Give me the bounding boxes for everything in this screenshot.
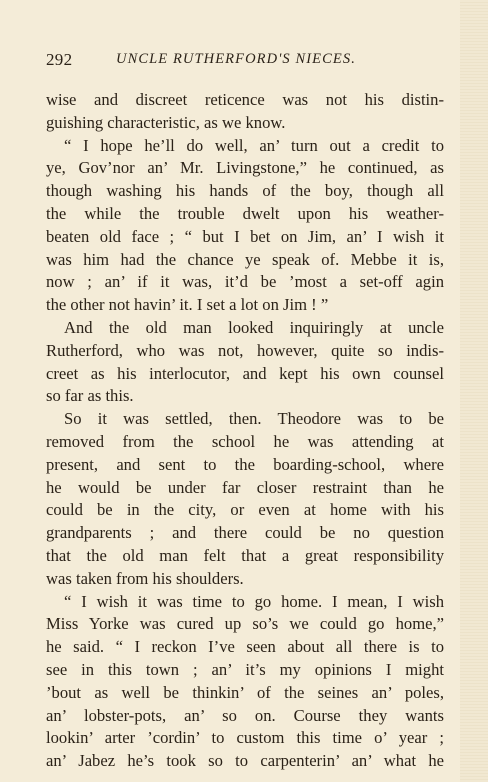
text-line: an’ lobster-pots, an’ so on. Course they wants (46, 705, 444, 725)
text-line: was taken from his shoulders. (46, 568, 244, 588)
text-line: So it was settled, then. Theodore was to be (64, 409, 444, 429)
text-line: see in this town ; an’ it’s my opinions I might (46, 659, 444, 679)
text-line: Rutherford, who was not, however, quite so indis- (46, 340, 444, 360)
text-line: was him had the chance ye speak of. Mebbe it is, (46, 249, 444, 269)
text-line: wise and discreet reticence was not his distin- (46, 90, 444, 109)
text-line: the other not havin’ it. I set a lot on Jim ! ” (46, 295, 329, 315)
text-line: so far as this. (46, 386, 134, 406)
text-line: now ; an’ if it was, it’d be ’most a set-off agin (46, 272, 444, 292)
text-line: could be in the city, or even at home with his (46, 500, 444, 520)
text-line: lookin’ arter ’cordin’ to custom this time o’ year ; (46, 728, 444, 748)
body-text (46, 89, 444, 773)
text-line: grandparents ; and there could be no question (46, 523, 444, 543)
text-line: ’bout as well be thinkin’ of the seines an’ poles, (46, 682, 444, 702)
text-line: he would be under far closer restraint than he (46, 477, 444, 497)
page-number: 292 (46, 50, 73, 69)
text-line: he said. “ I reckon I’ve seen about all there is to (46, 637, 444, 657)
text-line: creet as his interlocutor, and kept his own counsel (46, 363, 444, 383)
running-head: UNCLE RUTHERFORD'S NIECES. (116, 51, 356, 67)
text-line: guishing characteristic, as we know. (46, 112, 286, 132)
text-line: present, and sent to the boarding-school, where (46, 454, 444, 474)
text-line: though washing his hands of the boy, though all (46, 181, 444, 201)
text-line: removed from the school he was attending at (46, 431, 444, 451)
text-line: “ I wish it was time to go home. I mean, I wish (64, 591, 444, 611)
text-line: Miss Yorke was cured up so’s we could go home,” (46, 614, 444, 634)
text-line: the while the trouble dwelt upon his weather- (46, 203, 444, 223)
text-line: beaten old face ; “ but I bet on Jim, an’ I wish it (46, 226, 444, 246)
page-header (46, 50, 446, 70)
text-line: ye, Gov’nor an’ Mr. Livingstone,” he continued, as (46, 158, 444, 178)
text-line: that the old man felt that a great responsibility (46, 545, 444, 565)
text-line: an’ Jabez he’s took so to carpenterin’ an’ what he (46, 751, 444, 771)
text-line: “ I hope he’ll do well, an’ turn out a credit to (64, 135, 444, 155)
page-edge (460, 0, 488, 782)
text-line: And the old man looked inquiringly at uncle (64, 317, 444, 337)
